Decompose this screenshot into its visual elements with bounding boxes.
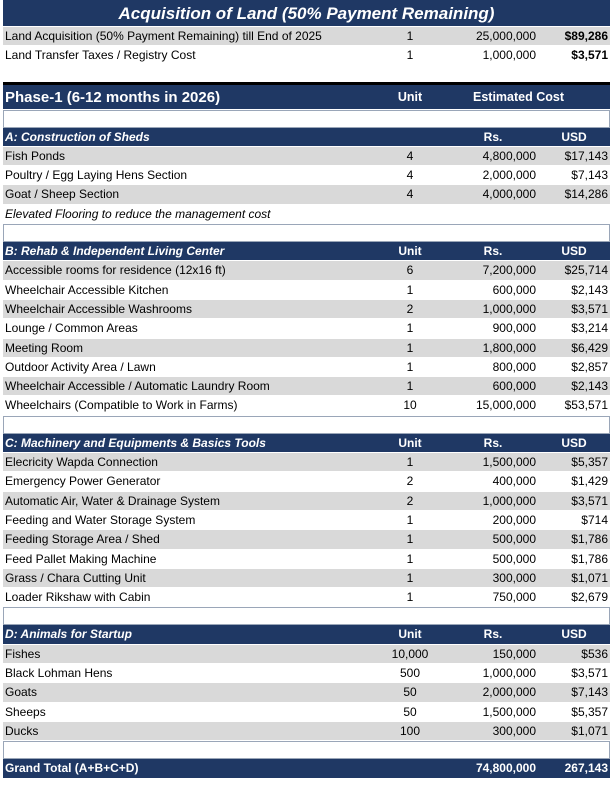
item-usd: $7,143 [571, 685, 608, 700]
section-title: C: Machinery and Equipments & Basics Tools [5, 435, 266, 450]
table-row [3, 147, 610, 166]
item-unit: 4 [406, 148, 414, 163]
item-name: Fish Ponds [5, 148, 66, 163]
item-name: Fishes [5, 646, 41, 661]
item-name: Outdoor Activity Area / Lawn [5, 359, 156, 374]
item-name: Feeding and Water Storage System [5, 512, 196, 527]
item-unit: 50 [403, 704, 417, 719]
item-name: Land Transfer Taxes / Registry Cost [5, 48, 196, 63]
item-usd: $2,143 [571, 379, 608, 394]
section-unit-label: Unit [398, 244, 422, 259]
item-rs: 300,000 [492, 570, 536, 585]
item-rs: 15,000,000 [475, 398, 536, 413]
item-rs: 800,000 [492, 359, 536, 374]
section-note: Elevated Flooring to reduce the management cost [5, 206, 271, 221]
item-unit: 100 [399, 723, 421, 738]
item-usd: $14,286 [564, 187, 608, 202]
note-row [3, 205, 610, 224]
section-title: B: Rehab & Independent Living Center [5, 244, 225, 259]
table-row [3, 530, 610, 549]
item-rs: 750,000 [492, 590, 536, 605]
item-rs: 2,000,000 [482, 685, 536, 700]
item-usd: $536 [581, 646, 608, 661]
table-row [3, 185, 610, 204]
table-row [3, 319, 610, 338]
blank-row [3, 741, 610, 759]
blank-row [3, 607, 610, 625]
table-row [3, 300, 610, 319]
item-rs: 4,000,000 [482, 187, 536, 202]
item-name: Feeding Storage Area / Shed [5, 532, 160, 547]
item-rs: 600,000 [492, 282, 536, 297]
item-name: Meeting Room [5, 340, 84, 355]
table-row [3, 492, 610, 511]
section-title: A: Construction of Sheds [5, 129, 150, 144]
item-rs: 1,800,000 [482, 340, 536, 355]
item-rs: 1,000,000 [482, 301, 536, 316]
section-usd-label: USD [561, 435, 587, 450]
item-unit: 1 [406, 29, 414, 43]
item-name: Grass / Chara Cutting Unit [5, 570, 146, 585]
item-unit: 1 [406, 340, 414, 355]
item-name: Wheelchairs (Compatible to Work in Farms) [5, 398, 238, 413]
item-usd: $2,857 [571, 359, 608, 374]
phase-title: Phase-1 (6-12 months in 2026) [5, 88, 221, 106]
item-unit: 1 [406, 359, 414, 374]
item-rs: 7,200,000 [482, 263, 536, 278]
item-unit: 2 [406, 474, 414, 489]
grand-total-row [3, 759, 610, 779]
section-usd-label: USD [561, 129, 587, 144]
grand-total-label: Grand Total (A+B+C+D) [5, 761, 139, 776]
item-usd: $1,429 [571, 474, 608, 489]
item-rs: 1,000,000 [482, 493, 536, 508]
item-rs: 400,000 [492, 474, 536, 489]
section-unit-label: Unit [398, 435, 422, 450]
section-b-header [3, 242, 610, 261]
item-name: Feed Pallet Making Machine [5, 551, 157, 566]
item-unit: 1 [406, 379, 414, 394]
table-row [3, 166, 610, 185]
blank-row [3, 110, 610, 128]
table-row [3, 281, 610, 300]
item-name: Elecricity Wapda Connection [5, 455, 158, 470]
item-usd: $3,571 [571, 666, 608, 681]
table-row [3, 683, 610, 702]
item-name: Ducks [5, 723, 39, 738]
item-usd: $7,143 [571, 168, 608, 183]
phase-header-row [3, 82, 610, 110]
item-rs: 2,000,000 [482, 168, 536, 183]
grand-total-usd: 267,143 [564, 761, 608, 776]
table-row [3, 396, 610, 415]
item-usd: $1,071 [571, 723, 608, 738]
item-name: Poultry / Egg Laying Hens Section [5, 168, 188, 183]
item-usd: $3,571 [571, 301, 608, 316]
item-name: Sheeps [5, 704, 46, 719]
item-rs: 500,000 [492, 551, 536, 566]
item-unit: 10,000 [391, 646, 429, 661]
item-unit: 1 [406, 590, 414, 605]
item-name: Black Lohman Hens [5, 666, 113, 681]
item-name: Land Acquisition (50% Payment Remaining) till End of 2025 [5, 29, 322, 43]
grand-total-rs: 74,800,000 [475, 761, 536, 776]
table-row [3, 46, 610, 65]
item-unit: 1 [406, 282, 414, 297]
section-usd-label: USD [561, 627, 587, 642]
item-usd: $89,286 [564, 29, 608, 43]
table-row [3, 261, 610, 280]
table-row [3, 588, 610, 607]
section-d-header [3, 625, 610, 644]
phase-unit-label: Unit [397, 89, 423, 104]
table-row [3, 664, 610, 683]
item-usd: $53,571 [564, 398, 608, 413]
table-row [3, 377, 610, 396]
item-name: Loader Rikshaw with Cabin [5, 590, 151, 605]
item-unit: 4 [406, 187, 414, 202]
table-row [3, 722, 610, 741]
item-rs: 900,000 [492, 321, 536, 336]
item-rs: 1,000,000 [482, 666, 536, 681]
acquisition-title: Acquisition of Land (50% Payment Remaining) [118, 4, 495, 23]
item-usd: $2,679 [571, 590, 608, 605]
acquisition-title-row [3, 0, 610, 27]
item-name: Wheelchair Accessible / Automatic Laundry Room [5, 379, 270, 394]
table-row [3, 453, 610, 472]
item-usd: $1,786 [571, 532, 608, 547]
item-usd: $1,071 [571, 570, 608, 585]
section-rs-label: Rs. [483, 244, 503, 259]
blank-row [3, 416, 610, 434]
section-usd-label: USD [561, 244, 587, 259]
table-row [3, 358, 610, 377]
table-row [3, 703, 610, 722]
item-unit: 50 [403, 685, 417, 700]
item-unit: 500 [399, 666, 421, 681]
item-name: Wheelchair Accessible Washrooms [5, 301, 192, 316]
item-name: Goat / Sheep Section [5, 187, 120, 202]
item-usd: $2,143 [571, 282, 608, 297]
item-unit: 1 [406, 570, 414, 585]
item-unit: 2 [406, 493, 414, 508]
item-unit: 1 [406, 48, 414, 63]
item-rs: 600,000 [492, 379, 536, 394]
item-rs: 300,000 [492, 723, 536, 738]
cost-sheet [3, 0, 610, 779]
item-usd: $3,214 [571, 321, 608, 336]
item-rs: 1,500,000 [482, 704, 536, 719]
item-name: Accessible rooms for residence (12x16 ft) [5, 263, 226, 278]
section-a-header [3, 128, 610, 147]
item-usd: $25,714 [564, 263, 608, 278]
item-usd: $714 [581, 512, 608, 527]
item-rs: 150,000 [492, 646, 536, 661]
section-c-header [3, 434, 610, 453]
item-unit: 1 [406, 321, 414, 336]
item-rs: 200,000 [492, 512, 536, 527]
item-unit: 10 [403, 398, 417, 413]
item-unit: 4 [406, 168, 414, 183]
item-usd: $17,143 [564, 148, 608, 163]
section-rs-label: Rs. [483, 435, 503, 450]
item-usd: $5,357 [571, 704, 608, 719]
section-unit-label [370, 128, 450, 146]
table-row [3, 550, 610, 569]
item-unit: 1 [406, 551, 414, 566]
item-rs: 25,000,000 [475, 29, 536, 43]
table-row [3, 27, 610, 46]
item-name: Goats [5, 685, 38, 700]
item-usd: $3,571 [571, 493, 608, 508]
item-unit: 6 [406, 263, 414, 278]
table-row [3, 339, 610, 358]
blank-row [3, 224, 610, 242]
spacer [3, 66, 610, 82]
section-unit-label: Unit [398, 627, 422, 642]
item-rs: 500,000 [492, 532, 536, 547]
table-row [3, 645, 610, 664]
phase-cost-label: Estimated Cost [473, 89, 564, 104]
item-unit: 1 [406, 532, 414, 547]
section-rs-label: Rs. [483, 627, 503, 642]
section-rs-label: Rs. [483, 129, 503, 144]
item-rs: 4,800,000 [482, 148, 536, 163]
item-unit: 1 [406, 455, 414, 470]
item-usd: $3,571 [571, 48, 608, 63]
item-usd: $6,429 [571, 340, 608, 355]
item-name: Emergency Power Generator [5, 474, 161, 489]
table-row [3, 511, 610, 530]
item-rs: 1,000,000 [482, 48, 536, 63]
item-unit: 2 [406, 301, 414, 316]
item-name: Lounge / Common Areas [5, 321, 138, 336]
item-usd: $1,786 [571, 551, 608, 566]
item-usd: $5,357 [571, 455, 608, 470]
item-rs: 1,500,000 [482, 455, 536, 470]
table-row [3, 569, 610, 588]
item-unit: 1 [406, 512, 414, 527]
section-title: D: Animals for Startup [5, 627, 132, 642]
table-row [3, 472, 610, 491]
item-name: Automatic Air, Water & Drainage System [5, 493, 220, 508]
item-name: Wheelchair Accessible Kitchen [5, 282, 169, 297]
